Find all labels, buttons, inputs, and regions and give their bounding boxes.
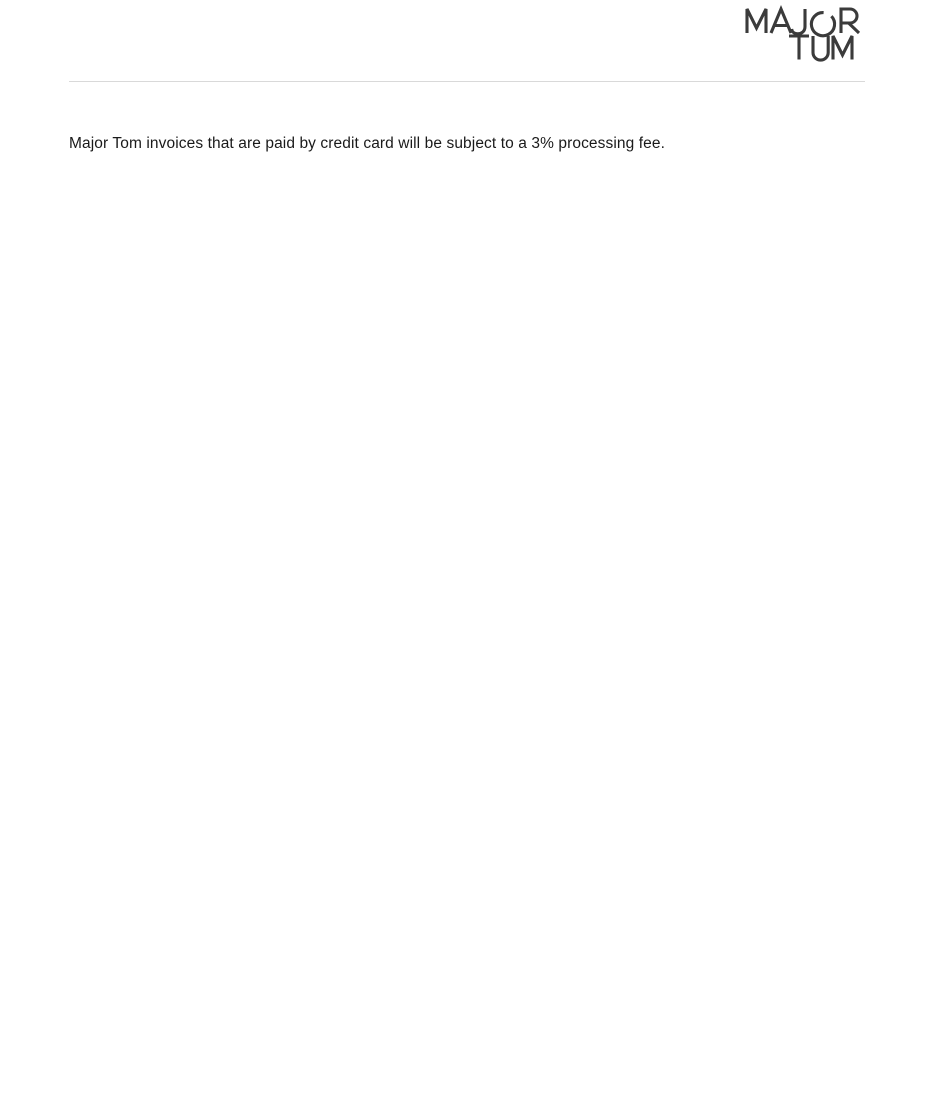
document-header [0, 0, 935, 82]
body-paragraph: Major Tom invoices that are paid by credit card will be subject to a 3% processing fee. [69, 135, 665, 152]
document-body [69, 133, 865, 155]
header-divider [69, 81, 865, 82]
major-tom-logo [743, 2, 863, 68]
